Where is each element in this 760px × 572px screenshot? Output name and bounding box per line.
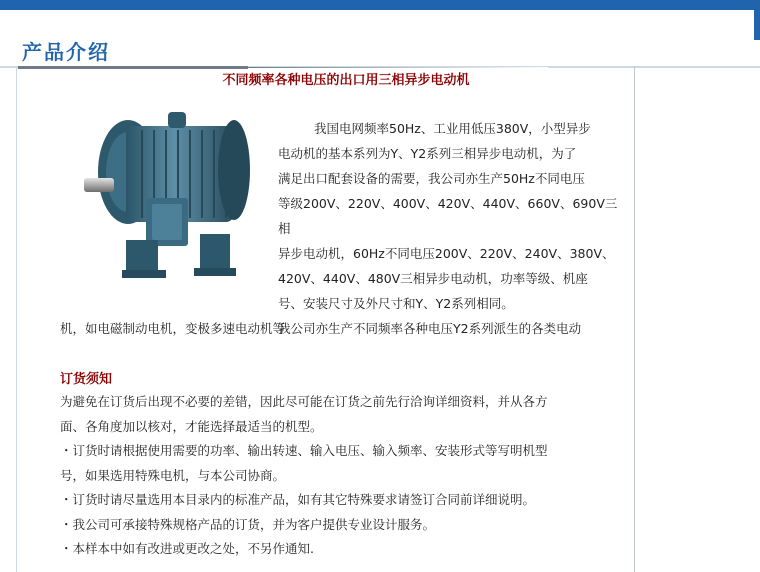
order-notice-body (60, 390, 632, 562)
content-left-border (16, 66, 17, 572)
description-line: 异步电动机，60Hz不同电压200V、220V、240V、380V、 (278, 246, 615, 261)
page-title: 产品介绍 (22, 40, 110, 64)
order-line: ・订货时请尽量选用本目录内的标准产品，如有其它特殊要求请签订合同前详细说明。 (60, 492, 536, 507)
motor-image (82, 100, 262, 285)
description-line: 机，如电磁制动电机，变极多速电动机等 (60, 321, 286, 336)
order-line: ・我公司可承接特殊规格产品的订货，并为客户提供专业设计服务。 (60, 516, 436, 532)
product-title: 不同频率各种电压的出口用三相异步电动机 (222, 73, 470, 88)
description-line: 等级200V、220V、400V、420V、440V、660V、690V三相 (278, 196, 618, 236)
section-header (0, 10, 760, 66)
description-line: 电动机的基本系列为Y、Y2系列三相异步电动机，为了 (278, 146, 577, 161)
description-line: 420V、440V、480V三相异步电动机，功率等级、机座 (278, 271, 588, 286)
content-right-border (634, 66, 635, 572)
order-line: 面、各角度加以核对，才能选择最适当的机型。 (60, 418, 323, 434)
product-description (278, 116, 618, 341)
order-notice-title: 订货须知 (60, 372, 113, 387)
description-line: 我国电网频率50Hz、工业用低压380V，小型异步 (314, 121, 591, 136)
description-line: 我公司亦生产不同频率各种电压Y2系列派生的各类电动 (278, 321, 582, 336)
description-line: 号、安装尺寸及外尺寸和Y、Y2系列相同。 (278, 296, 514, 311)
top-bar (0, 0, 760, 10)
order-line: ・订货时请根据使用需要的功率、输出转速、输入电压、输入频率、安装形式等写明机型 (60, 443, 548, 458)
order-line: ・本样本中如有改进或更改之处，不另作通知. (60, 541, 314, 556)
order-line: 为避免在订货后出现不必要的差错，因此尽可能在订货之前先行洽询详细资料，并从各方 (60, 394, 548, 409)
order-line: 号，如果选用特殊电机，与本公司协商。 (60, 467, 286, 483)
header-divider-fade (248, 67, 548, 68)
description-line: 满足出口配套设备的需要，我公司亦生产50Hz不同电压 (278, 171, 585, 186)
